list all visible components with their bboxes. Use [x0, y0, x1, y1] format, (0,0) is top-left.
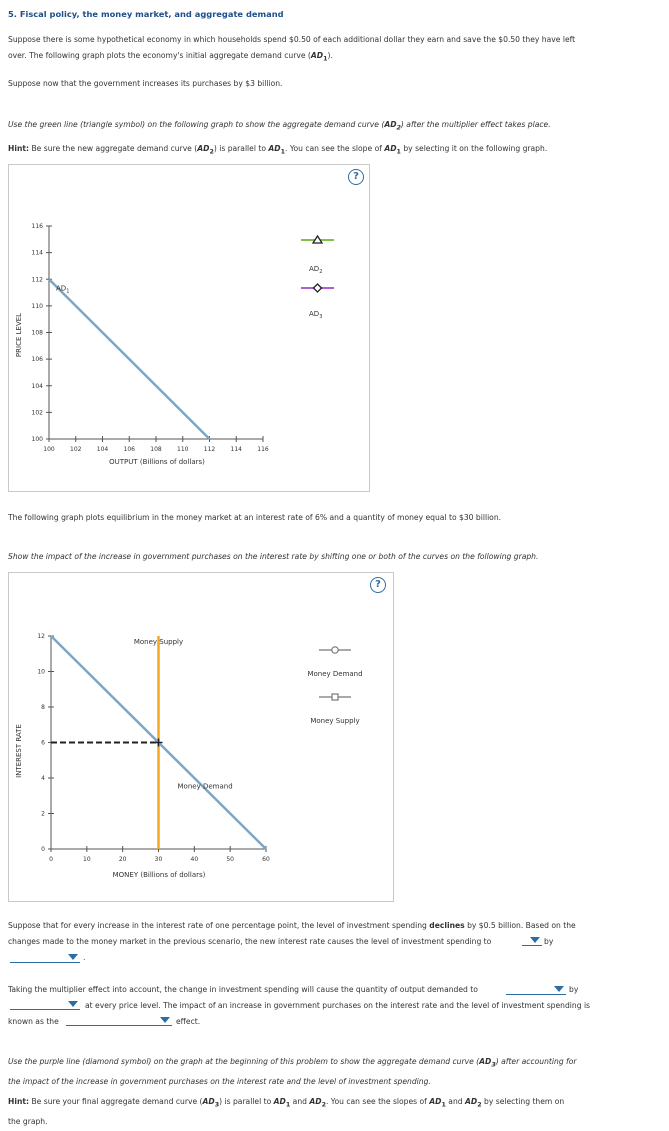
mm-y-tick-label: 8 [41, 704, 45, 711]
intro-line1: Suppose there is some hypothetical economy in which households spend $0.50 of each additional dollar they earn and save the $0.50 they have left [8, 35, 576, 44]
effect-name-dropdown[interactable] [66, 1016, 172, 1026]
mm-x-tick-label: 50 [226, 856, 234, 863]
mm-y-tick-label: 6 [41, 739, 45, 747]
money-demand-legend-tool[interactable] [307, 647, 362, 678]
ad-y-axis-label: PRICE LEVEL [15, 312, 23, 358]
money-market-instruction: Show the impact of the increase in government purchases on the interest rate by shifting one or both of the curves on the following graph. [8, 552, 539, 561]
ad1-curve-label: $AD_1$ [56, 284, 70, 295]
mm-x-tick-label: 40 [190, 856, 199, 863]
by-label: by [544, 937, 554, 946]
chevron-down-icon [68, 954, 78, 960]
instruction-ad2: Use the green line (triangle symbol) on the following graph to show the aggregate demand curve $(AD_2)$ after the multiplier effect takes place. [8, 120, 551, 132]
ad-y-tick-label: 100 [31, 436, 43, 443]
ad-y-tick-label: 114 [31, 249, 43, 257]
mm-y-axis-label: INTEREST RATE [15, 724, 23, 778]
ad-x-tick-label: 116 [257, 446, 269, 453]
mm-x-tick-label: 10 [83, 856, 91, 863]
ad-x-tick-label: 108 [150, 446, 162, 453]
mm-x-tick-label: 0 [49, 856, 53, 863]
diamond-icon [314, 284, 322, 292]
ad-x-axis-label: OUTPUT (Billions of dollars) [109, 458, 205, 466]
ad-graph-panel [8, 164, 370, 492]
chevron-down-icon [68, 1001, 78, 1007]
ad-y-tick-label: 102 [31, 409, 43, 417]
money-supply-legend-label: Money Supply [310, 717, 360, 725]
by-label: by [569, 985, 579, 994]
ad1-curve[interactable] [49, 279, 210, 439]
chevron-down-icon [160, 1017, 170, 1023]
money-market-graph[interactable] [9, 573, 393, 901]
intro-line3: Suppose now that the government increases its purchases by $3 billion. [8, 79, 283, 88]
hint-ad3: Hint: Be sure your final aggregate demand curve $(AD_3)$ is parallel to $AD_1$ and $AD_2$. You can see the slopes of $AD_1$ and $AD_2$ by selecting them on the graph. [8, 1097, 565, 1126]
ad-x-tick-label: 100 [43, 446, 55, 453]
ad-y-tick-label: 110 [31, 302, 43, 310]
money-demand-legend-label: Money Demand [307, 670, 363, 678]
help-icon[interactable]: ? [348, 169, 364, 185]
intro-line2: over. The following graph plots the economy's initial aggregate demand curve $(AD_1)$. [8, 51, 333, 63]
investment-direction-dropdown[interactable] [522, 936, 542, 946]
ad-x-tick-label: 114 [230, 446, 242, 453]
mm-x-tick-label: 20 [118, 856, 127, 863]
ad-x-tick-label: 102 [70, 446, 82, 453]
output-direction-dropdown[interactable] [506, 985, 566, 995]
ad2-legend-tool[interactable] [301, 236, 334, 275]
money-market-intro: The following graph plots equilibrium in the money market at an interest rate of 6% and a quantity of money equal to $30 billion. [8, 513, 502, 522]
question-output: Taking the multiplier effect into account, the change in investment spending will cause the quantity of output demanded to [8, 985, 478, 994]
mm-y-tick-label: 2 [41, 810, 45, 818]
hint-ad2: Hint: Be sure the new aggregate demand curve $(AD_2)$ is parallel to $AD_1$. You can see the slope of $AD_1$ by selecting it on the following graph. [8, 144, 548, 156]
money-supply-legend-tool[interactable] [310, 694, 359, 725]
question-output-line2: at every price level. The impact of an increase in government purchases on the interest rate and the level of investment spending is [85, 1001, 591, 1010]
mm-y-tick-label: 10 [37, 668, 45, 676]
mm-y-tick-label: 0 [41, 846, 45, 853]
mm-y-tick-label: 12 [37, 633, 45, 640]
ad2-legend-label: $AD_2$ [309, 265, 323, 275]
help-icon[interactable]: ? [370, 577, 386, 593]
question-investment: Suppose that for every increase in the interest rate of one percentage point, the level of investment spending declines by $0.5 billion. Based on the changes made to the money market in the previous scenario, the new interest rate causes the level of investment spending to [8, 921, 576, 946]
chevron-down-icon [530, 937, 540, 943]
mm-y-tick-label: 4 [41, 775, 45, 782]
ad-x-tick-label: 106 [123, 446, 135, 453]
ad-y-tick-label: 112 [31, 276, 43, 284]
effect-label: effect. [176, 1017, 201, 1026]
circle-icon [332, 647, 338, 653]
ad-graph[interactable] [9, 165, 369, 491]
mm-x-axis-label: MONEY (Billions of dollars) [112, 871, 206, 879]
ad-y-tick-label: 108 [31, 329, 43, 337]
known-as-label: known as the [8, 1017, 59, 1026]
output-amount-dropdown[interactable] [10, 1000, 80, 1010]
ad-x-tick-label: 110 [177, 446, 189, 453]
ad-y-tick-label: 104 [31, 382, 43, 390]
money-market-panel [8, 572, 394, 902]
instruction-ad3: Use the purple line (diamond symbol) on the graph at the beginning of this problem to show the aggregate demand curve $(AD_3)$ after accounting for the impact of the increase in government purchases on the interest rate and the level of investment spending. [8, 1057, 577, 1086]
ad-x-tick-label: 112 [203, 446, 216, 453]
chevron-down-icon [554, 986, 564, 992]
intro-paragraph [8, 32, 658, 68]
mm-x-tick-label: 30 [154, 856, 163, 863]
money-supply-curve-label: Money Supply [133, 638, 184, 646]
period-label: . [83, 953, 86, 962]
problem-title: 5. Fiscal policy, the money market, and aggregate demand [8, 9, 284, 19]
ad-y-tick-label: 116 [31, 223, 43, 230]
investment-amount-dropdown[interactable] [10, 953, 80, 963]
ad3-legend-tool[interactable] [301, 284, 334, 320]
money-demand-curve-label: Money Demand [177, 782, 233, 791]
ad-y-tick-label: 106 [31, 356, 43, 364]
mm-x-tick-label: 60 [262, 856, 270, 863]
ad-x-tick-label: 104 [96, 446, 109, 453]
square-icon [332, 694, 338, 700]
ad3-legend-label: $AD_3$ [309, 310, 323, 320]
